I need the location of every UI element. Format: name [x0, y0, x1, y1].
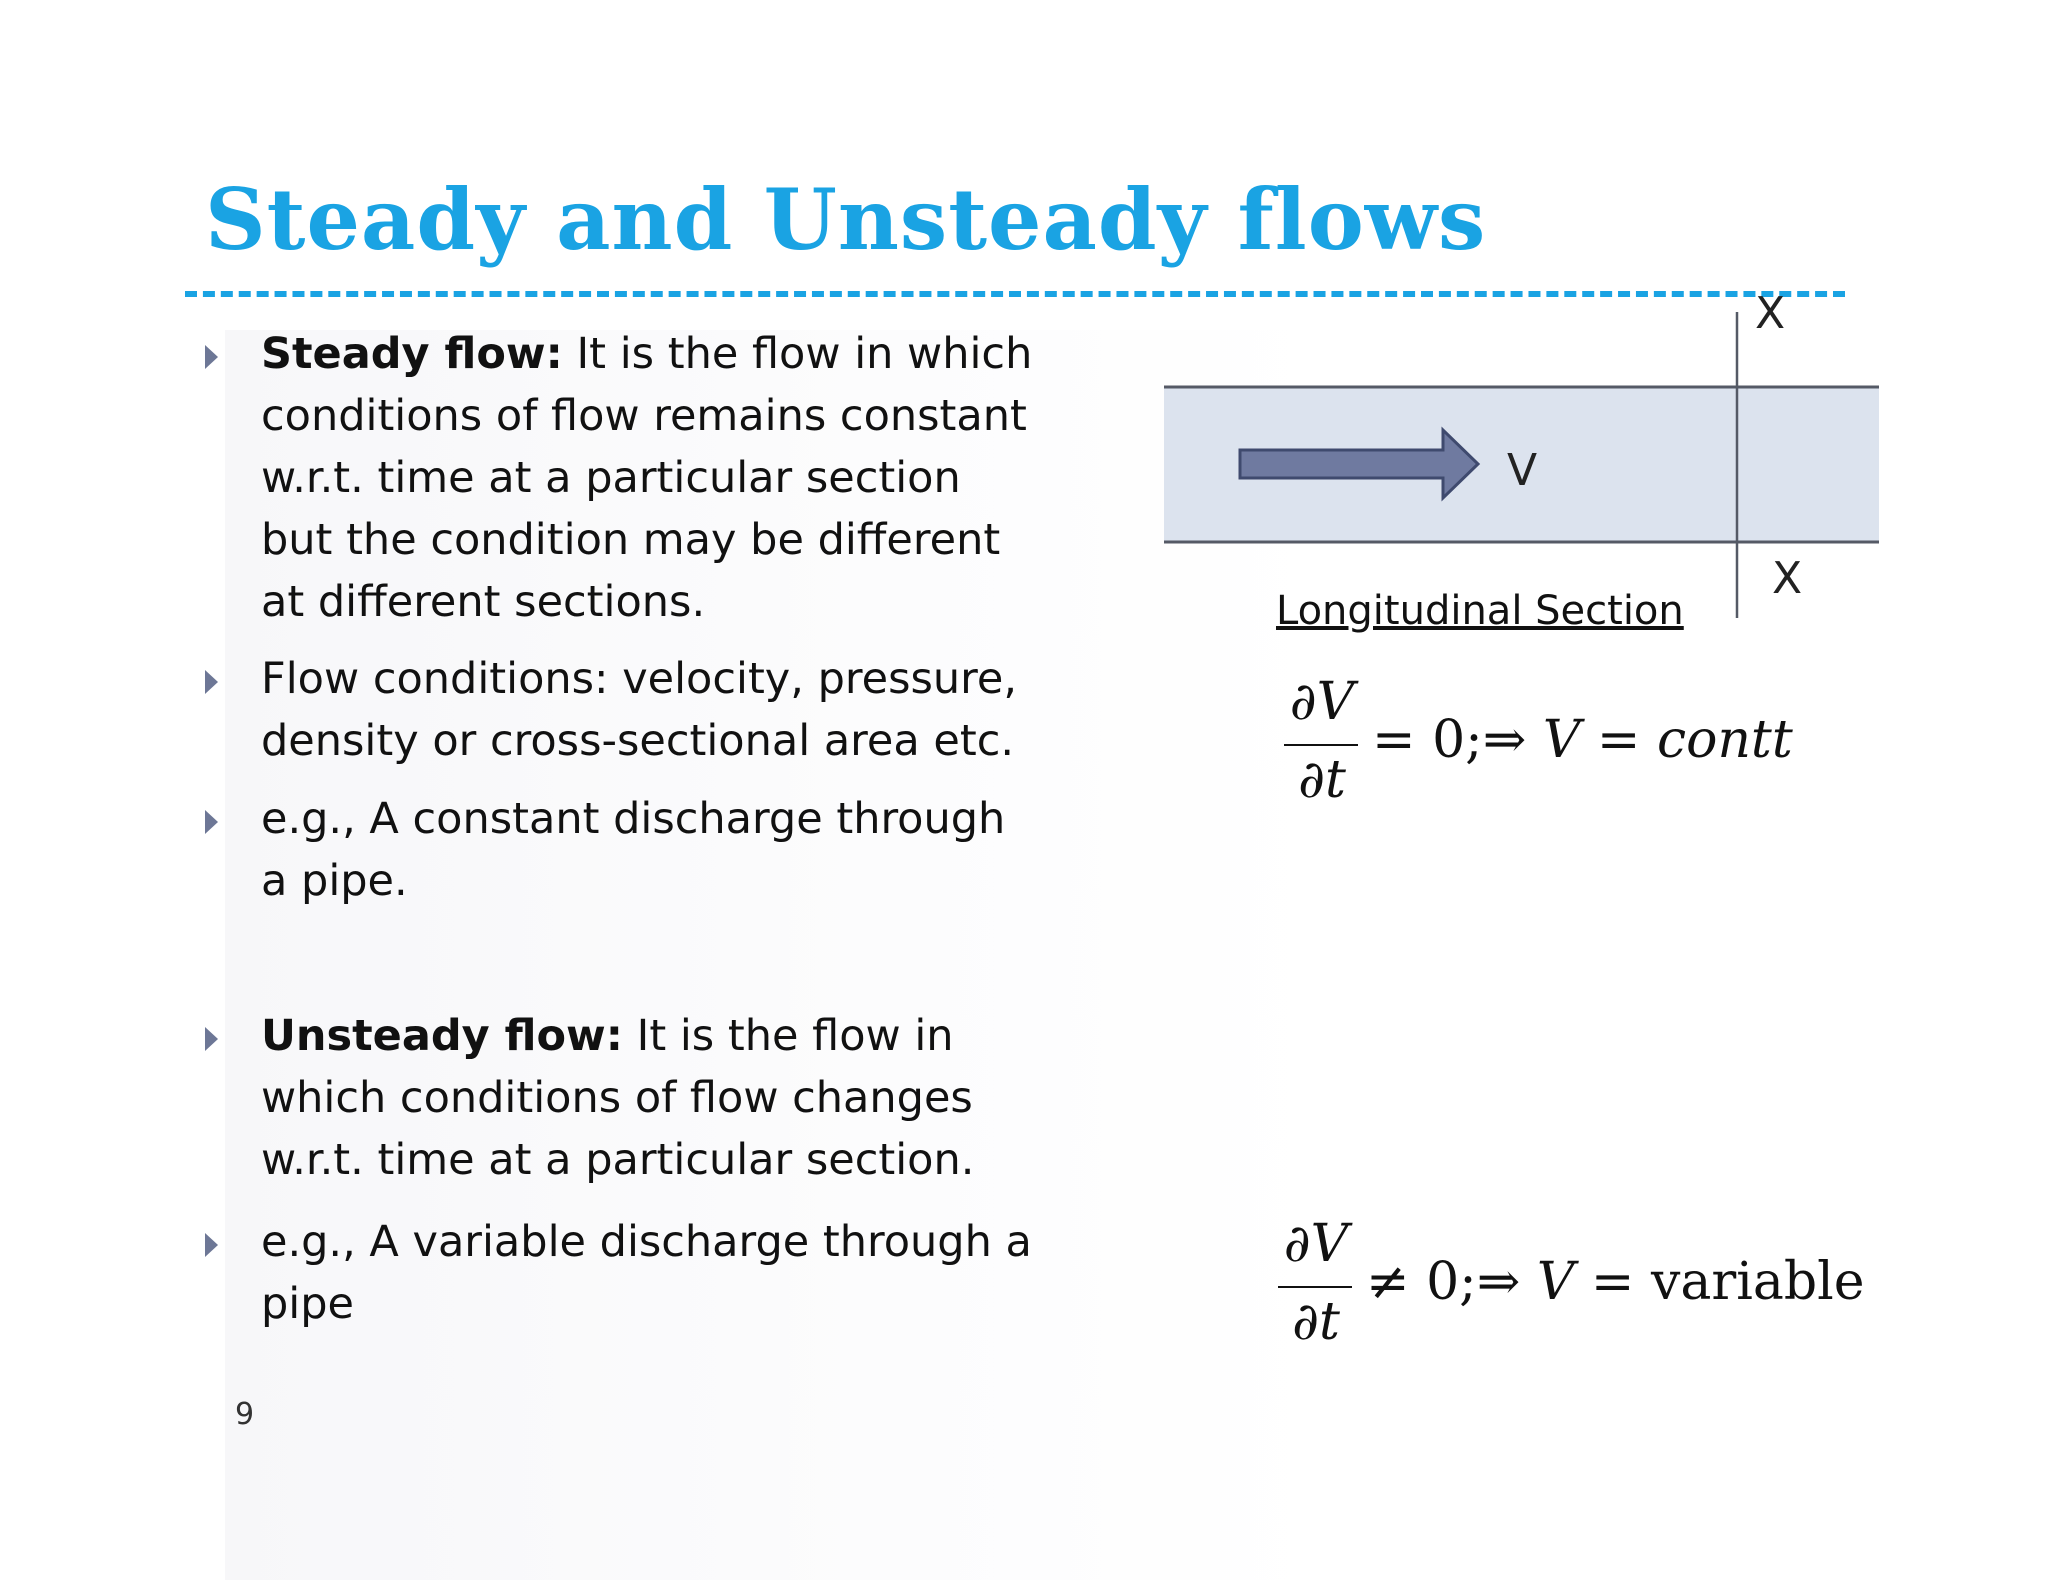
bullet-text: It is the flow in which conditions of flow changes w.r.t. time at a particular section.: [261, 1011, 975, 1185]
fraction-bar: [1278, 1286, 1352, 1288]
fraction-bar: [1284, 744, 1358, 746]
section-mark-top: X: [1755, 288, 1786, 339]
bullet-text: e.g., A variable discharge through a pipe: [261, 1217, 1032, 1329]
derivative-denominator: ∂t: [1292, 1292, 1340, 1352]
unsteady-equation: [1276, 1214, 1865, 1374]
derivative-numerator: ∂V: [1289, 672, 1355, 732]
equation-variable: V: [1536, 1252, 1575, 1312]
bullet-text: Flow conditions: velocity, pressure, density or cross-sectional area etc.: [261, 654, 1017, 766]
equation-equals: =: [1580, 710, 1658, 770]
equation-value: contt: [1657, 710, 1793, 770]
bullet-marker-icon: [205, 1233, 218, 1257]
bullet-term: Steady flow:: [261, 329, 563, 379]
steady-equation-rhs: [1372, 710, 1793, 770]
equation-operator: ≠ 0;⇒: [1366, 1252, 1537, 1312]
bullet-text: e.g., A constant discharge through a pipe.: [261, 794, 1006, 906]
title-divider: [185, 291, 1845, 297]
bullet-marker-icon: [205, 810, 218, 834]
page-number: 9: [235, 1397, 255, 1432]
equation-equals: =: [1574, 1252, 1652, 1312]
derivative-numerator: ∂V: [1283, 1214, 1349, 1274]
diagram-caption: Longitudinal Section: [1276, 588, 1684, 634]
bullet-marker-icon: [205, 1027, 218, 1051]
bullet-term: Unsteady flow:: [261, 1011, 623, 1061]
steady-equation: [1282, 672, 1793, 832]
equation-value: variable: [1651, 1252, 1865, 1312]
bullet-text: It is the flow in which conditions of flow remains constant w.r.t. time at a particular section but the condition may be different at different sections.: [261, 329, 1033, 627]
slide-title: Steady and Unsteady flows: [205, 170, 1487, 269]
equation-variable: V: [1542, 710, 1581, 770]
bullet-marker-icon: [205, 670, 218, 694]
equation-operator: = 0;⇒: [1372, 710, 1543, 770]
derivative-denominator: ∂t: [1298, 750, 1346, 810]
velocity-label: V: [1507, 445, 1538, 496]
unsteady-equation-rhs: [1366, 1252, 1865, 1312]
bullet-marker-icon: [205, 345, 218, 369]
section-mark-bottom: X: [1772, 553, 1803, 604]
